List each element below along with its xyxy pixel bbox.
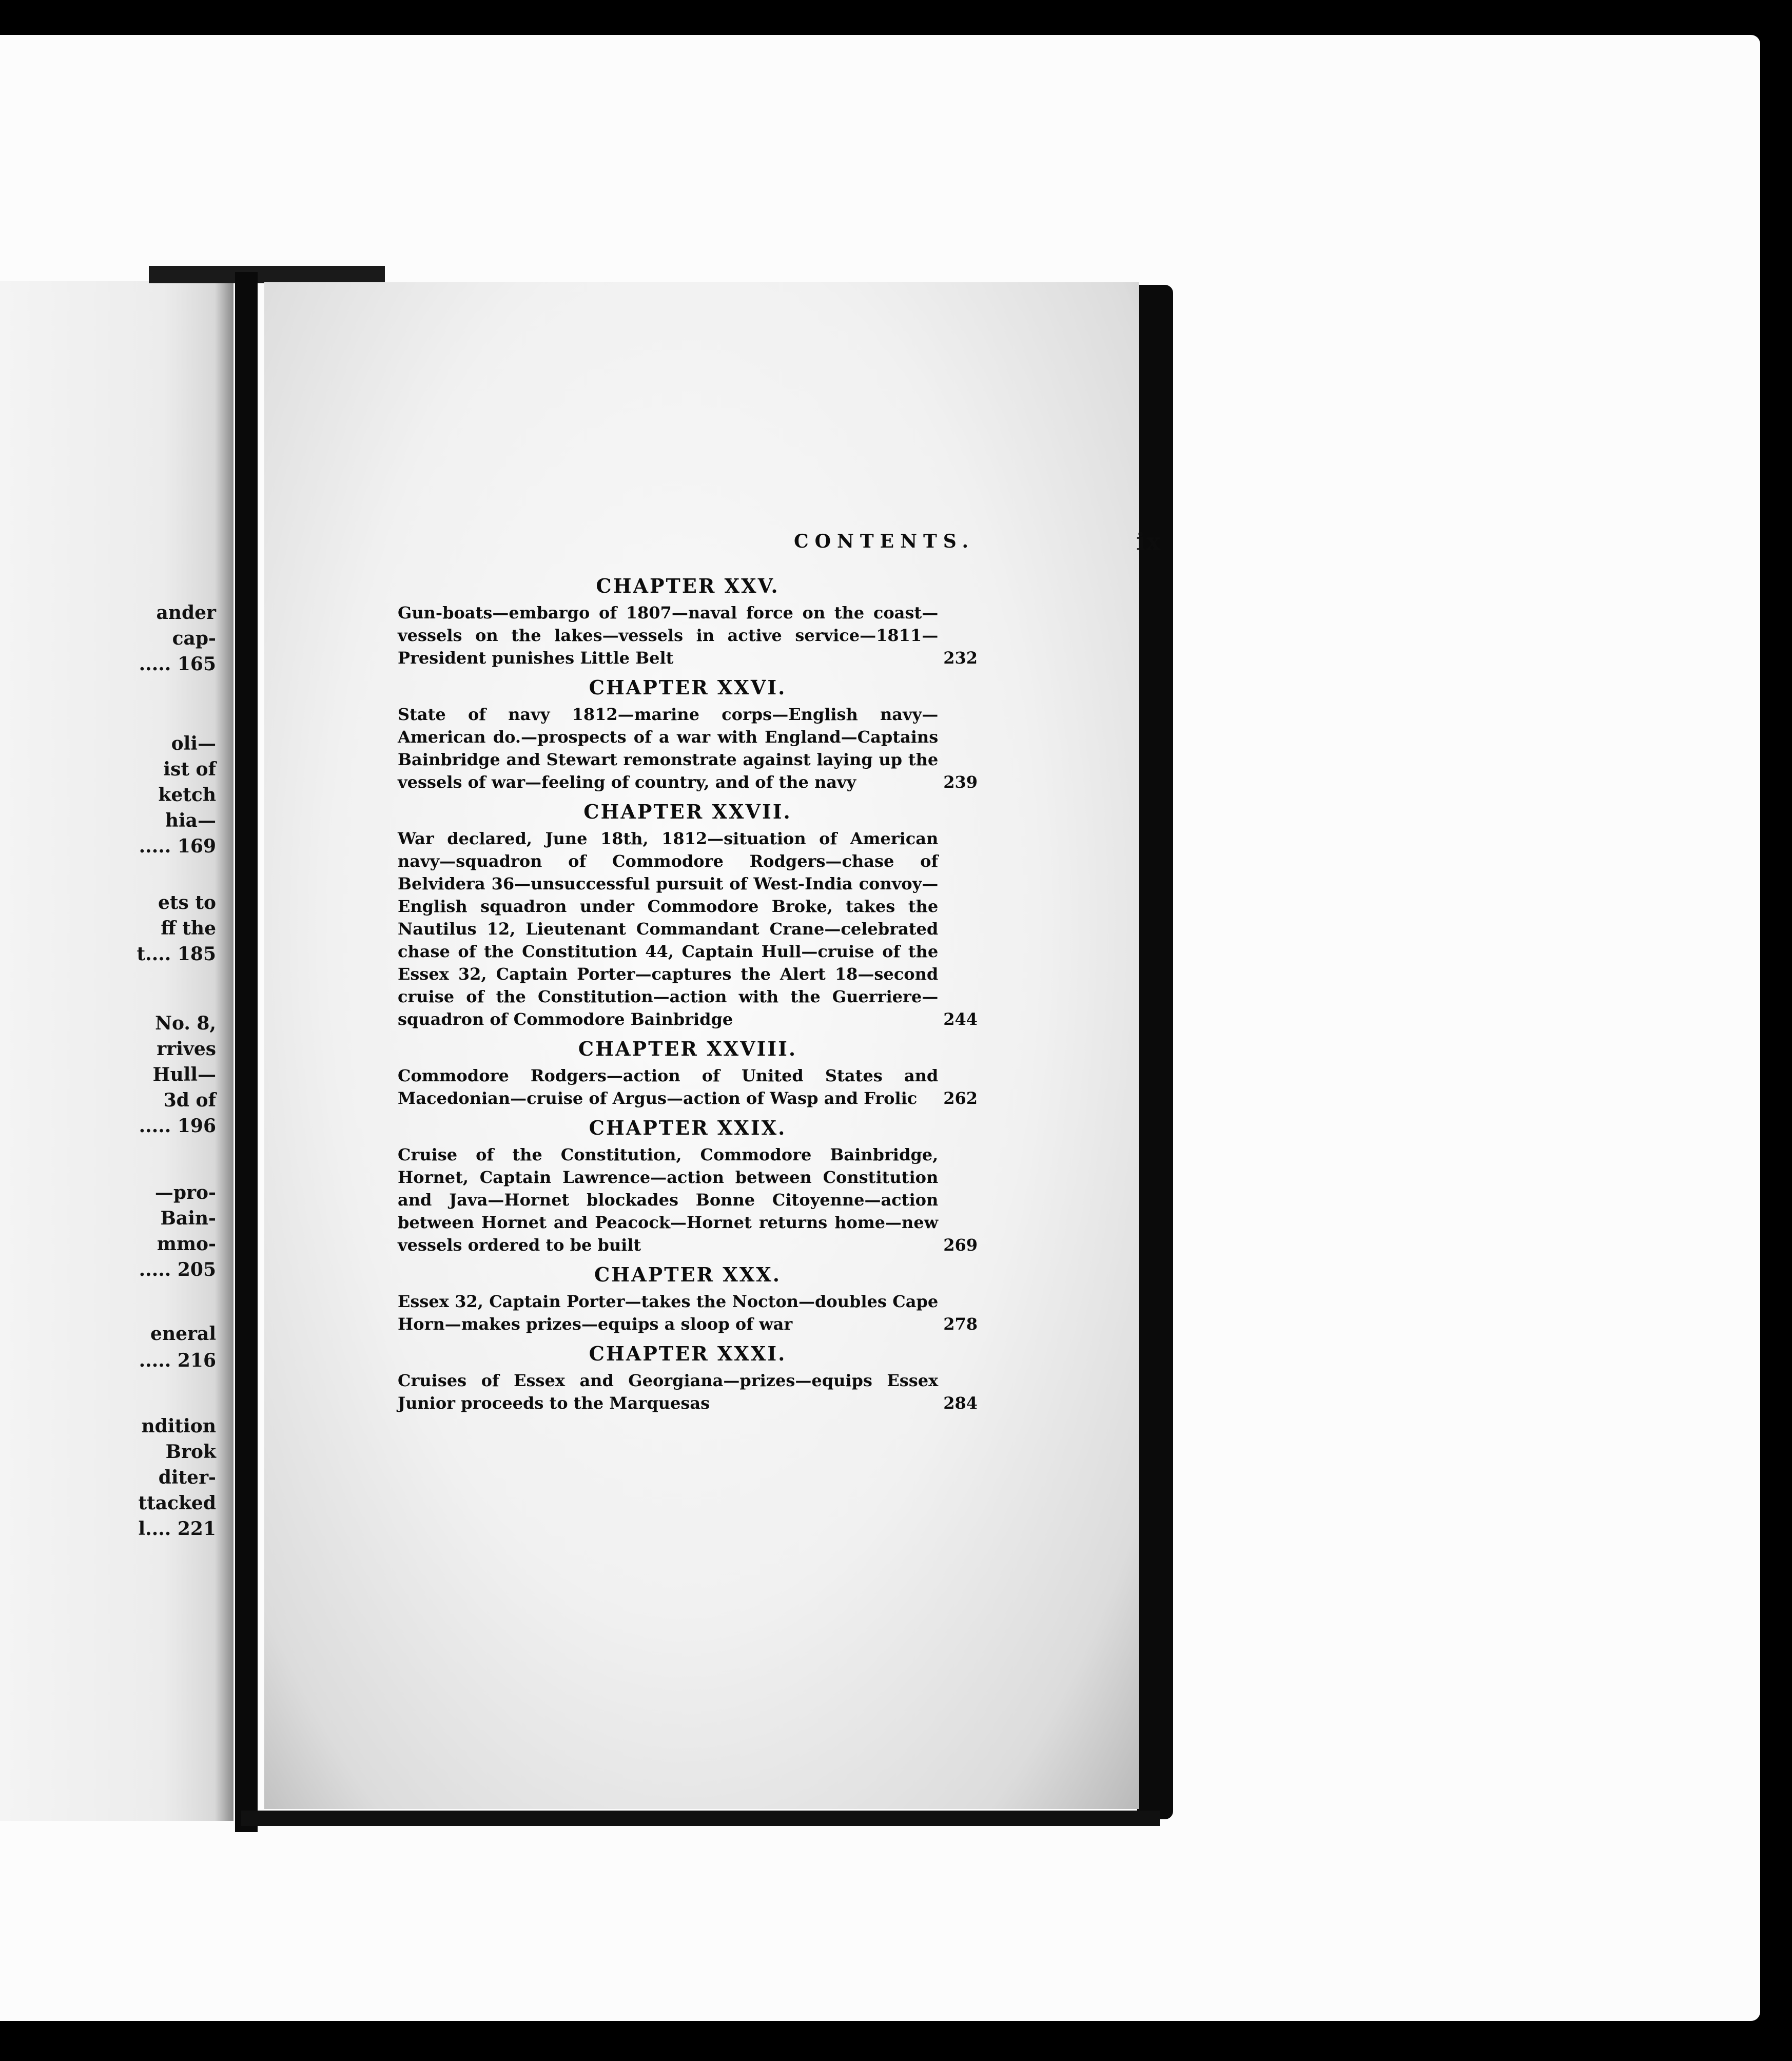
left-fragment: diter- bbox=[158, 1467, 216, 1488]
left-fragment: Hull— bbox=[152, 1064, 216, 1085]
left-fragment: ttacked bbox=[138, 1492, 216, 1514]
left-fragment: ..... 169 bbox=[139, 835, 216, 857]
table-of-contents bbox=[398, 570, 978, 1422]
chapter-summary-row bbox=[398, 703, 978, 793]
book-spine bbox=[235, 272, 258, 1832]
left-page bbox=[0, 281, 233, 1821]
left-fragment: rrives bbox=[157, 1038, 216, 1060]
chapter-summary: Essex 32, Captain Porter—takes the Nocton—doubles Cape Horn—makes prizes—equips a sloop of war bbox=[398, 1292, 939, 1334]
chapter-entry bbox=[398, 1263, 978, 1335]
chapter-page: 244 bbox=[943, 1009, 978, 1029]
left-fragment: t.... 185 bbox=[137, 943, 216, 965]
chapter-summary-row bbox=[398, 1369, 978, 1414]
left-fragment: ndition bbox=[141, 1415, 216, 1437]
left-fragment: cap- bbox=[172, 628, 216, 649]
chapter-summary: State of navy 1812—marine corps—English navy—American do.—prospects of a war with England—Captains Bainbridge and Stewart remonstrate against laying up the vessels of war—feeling of country, and of the navy bbox=[398, 705, 939, 792]
chapter-summary: Cruises of Essex and Georgiana—prizes—equips Essex Junior proceeds to the Marquesas bbox=[398, 1371, 939, 1413]
chapter-page: 232 bbox=[943, 648, 978, 668]
chapter-page: 284 bbox=[943, 1393, 978, 1413]
chapter-summary-row bbox=[398, 601, 978, 669]
left-fragment: 3d of bbox=[163, 1090, 216, 1111]
left-fragment: ..... 216 bbox=[139, 1350, 216, 1371]
spine-cap bbox=[149, 266, 385, 283]
chapter-heading: CHAPTER XXV. bbox=[596, 574, 780, 597]
chapter-summary-row bbox=[398, 827, 978, 1030]
chapter-summary: Gun-boats—embargo of 1807—naval force on the coast—vessels on the lakes—vessels in active service—1811—President punishes Little Belt bbox=[398, 603, 939, 668]
left-fragment: ander bbox=[156, 602, 216, 624]
left-fragment: oli— bbox=[171, 733, 216, 754]
left-fragment: mmo- bbox=[157, 1233, 216, 1255]
left-fragment: l.... 221 bbox=[138, 1518, 216, 1540]
chapter-page: 278 bbox=[943, 1314, 978, 1334]
chapter-summary: Cruise of the Constitution, Commodore Bainbridge, Hornet, Captain Lawrence—action between Constitution and Java—Hornet blockades Bonne Citoyenne—action between Hornet and Peacock—Hornet returns home—new vessels ordered to be built bbox=[398, 1145, 939, 1255]
left-fragment: ist of bbox=[163, 759, 216, 780]
left-fragment: —pro- bbox=[154, 1182, 216, 1203]
contents-page bbox=[264, 282, 1161, 1809]
chapter-heading: CHAPTER XXVI. bbox=[589, 676, 787, 699]
chapter-heading: CHAPTER XXX. bbox=[594, 1263, 781, 1286]
left-fragment: No. 8, bbox=[155, 1013, 216, 1034]
chapter-summary: Commodore Rodgers—action of United States and Macedonian—cruise of Argus—action of Wasp and Frolic bbox=[398, 1066, 939, 1108]
chapter-summary-row bbox=[398, 1064, 978, 1110]
chapter-summary: War declared, June 18th, 1812—situation of American navy—squadron of Commodore Rodgers—chase of Belvidera 36—unsuccessful pursuit of West-India convoy—English squadron under Commodore Broke, takes the Nautilus 12, Lieutenant Commandant Crane—celebrated chase of the Constitution 44, Captain Hull—cruise of the Essex 32, Captain Porter—captures the Alert 18—second cruise of the Constitution—action with the Guerriere—squadron of Commodore Bainbridge bbox=[398, 829, 939, 1029]
left-fragment: eneral bbox=[150, 1323, 216, 1345]
chapter-heading: CHAPTER XXVIII. bbox=[578, 1037, 797, 1060]
chapter-entry bbox=[398, 801, 978, 1030]
chapter-page: 262 bbox=[943, 1088, 978, 1108]
left-fragment: Bain- bbox=[160, 1208, 216, 1229]
running-head bbox=[607, 528, 1161, 555]
chapter-summary-row bbox=[398, 1290, 978, 1335]
chapter-entry bbox=[398, 1038, 978, 1110]
left-fragment: ets to bbox=[158, 892, 216, 913]
left-fragment: ..... 196 bbox=[139, 1115, 216, 1137]
chapter-page: 239 bbox=[943, 772, 978, 792]
running-head-title: CONTENTS. bbox=[793, 531, 975, 552]
left-fragment: ff the bbox=[161, 918, 216, 939]
page-edge-shadow bbox=[1137, 285, 1173, 1819]
chapter-heading: CHAPTER XXXI. bbox=[589, 1342, 787, 1365]
chapter-heading: CHAPTER XXVII. bbox=[583, 800, 792, 823]
chapter-entry bbox=[398, 676, 978, 793]
left-fragment: hia— bbox=[165, 810, 216, 831]
chapter-page: 269 bbox=[943, 1235, 978, 1255]
chapter-summary-row bbox=[398, 1143, 978, 1256]
page-number: ix bbox=[1136, 528, 1161, 555]
left-fragment: ketch bbox=[158, 784, 216, 806]
chapter-entry bbox=[398, 1117, 978, 1256]
left-fragment: ..... 165 bbox=[139, 653, 216, 675]
chapter-entry bbox=[398, 575, 978, 669]
chapter-entry bbox=[398, 1343, 978, 1414]
page-bottom-shadow bbox=[241, 1811, 1160, 1826]
left-fragment: ..... 205 bbox=[139, 1259, 216, 1280]
left-fragment: Brok bbox=[165, 1441, 216, 1463]
chapter-heading: CHAPTER XXIX. bbox=[589, 1116, 787, 1139]
